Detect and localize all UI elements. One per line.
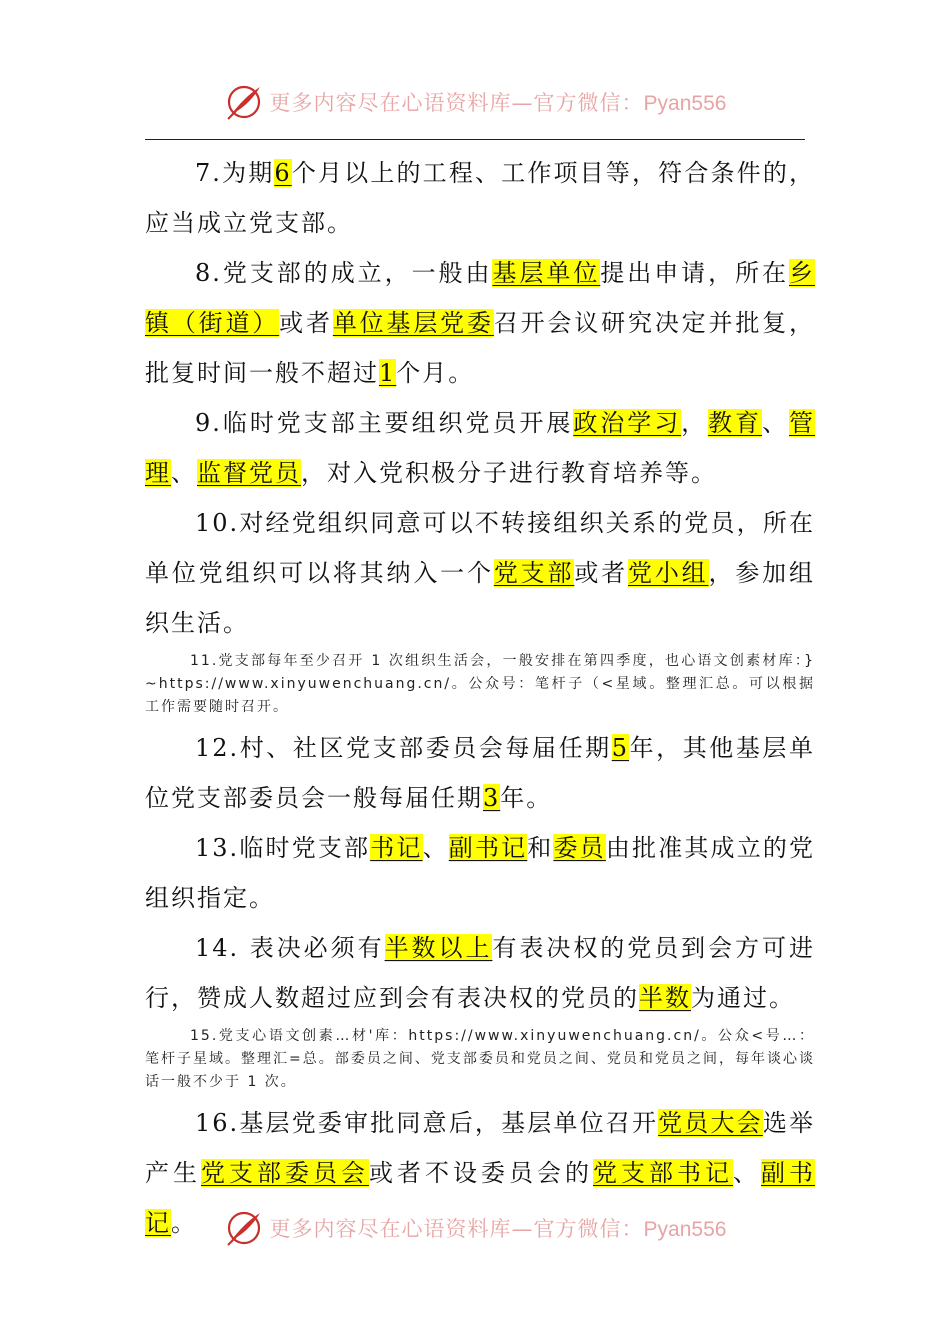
text-segment: 由批准其成立的党组织指定。: [145, 834, 816, 912]
text-segment: ，参加组织生活。: [145, 559, 816, 637]
text-segment: 或者: [279, 309, 333, 337]
text-segment: 提出申请，所在: [600, 259, 790, 287]
banner-text: 更多内容尽在心语资料库—官方微信：Pyan556: [269, 91, 727, 115]
item-paragraph: [145, 398, 815, 498]
highlighted-term: 半数: [639, 984, 691, 1012]
text-segment: 召开会议研究决定并批复，批复时间一般不超过: [145, 309, 816, 387]
banner-text: 更多内容尽在心语资料库—官方微信：Pyan556: [269, 1217, 727, 1241]
highlighted-term: 3: [483, 784, 501, 812]
header-banner: [0, 78, 950, 126]
text-segment: 、: [762, 409, 790, 437]
item-paragraph: [145, 498, 815, 648]
text-segment: 14. 表决必须有: [195, 934, 385, 962]
highlighted-term: 监督党员: [197, 459, 301, 487]
highlighted-term: 半数以上: [384, 934, 493, 962]
text-segment: 为通过。: [691, 984, 795, 1012]
document-body: [145, 148, 815, 1248]
item-paragraph: [145, 248, 815, 398]
highlighted-term: 党支部书记: [593, 1159, 733, 1187]
footer-banner: [0, 1204, 950, 1252]
item-paragraph: [145, 923, 815, 1023]
item-paragraph: [145, 723, 815, 823]
text-segment: 15.党支心语文创素…材'库：https://www.xinyuwenchuang.cn/。公众<号…：笔杆子星域。整理汇=总。部委员之间、党支部委员和党员之间、党员和党员之间，每年谈心谈话一般不少于 1 次。: [145, 1028, 815, 1090]
text-segment: 。: [171, 1209, 197, 1237]
highlighted-term: 党支部: [493, 559, 575, 587]
text-segment: 和: [527, 834, 554, 862]
text-segment: 10.对经党组织同意可以不转接组织关系的党员，所在单位党组织可以将其纳入一个: [145, 509, 815, 587]
highlighted-term: 教育: [708, 409, 763, 437]
text-segment: 年，其他基层单位党支部委员会一般每届任期: [145, 734, 816, 812]
item-paragraph: [145, 148, 815, 248]
text-segment: 、: [171, 459, 197, 487]
quill-logo-icon: [224, 82, 264, 122]
highlighted-term: 党小组: [628, 559, 709, 587]
highlighted-term: 基层单位: [492, 259, 601, 287]
small-note-paragraph: [145, 650, 815, 719]
text-segment: 、: [733, 1159, 761, 1187]
highlighted-term: 书记: [370, 834, 423, 862]
text-segment: 或者: [574, 559, 629, 587]
text-segment: 选举产生: [145, 1109, 816, 1187]
quill-logo-icon: [224, 1208, 264, 1248]
text-segment: 12.村、社区党支部委员会每届任期: [195, 734, 612, 762]
highlighted-term: 党支部委员会: [201, 1159, 369, 1187]
text-segment: 7.为期: [195, 159, 275, 187]
item-paragraph: [145, 823, 815, 923]
text-segment: 8.党支部的成立，一般由: [195, 259, 493, 287]
header-rule: [145, 139, 805, 140]
highlighted-term: 1: [379, 359, 397, 387]
text-segment: 11.党支部每年至少召开 1 次组织生活会，一般安排在第四季度，也心语文创素材库：}~https://www.xinyuwenchuang.cn/。公众号：笔杆子（<星域。整理汇总。可以根据工作需要随时召开。: [145, 653, 815, 715]
text-segment: 有表决权的党员到会方可进行，赞成人数超过应到会有表决权的党员的: [145, 934, 816, 1012]
highlighted-term: 委员: [553, 834, 606, 862]
highlighted-term: 5: [611, 734, 630, 762]
text-segment: ，对入党积极分子进行教育培养等。: [301, 459, 717, 487]
highlighted-term: 副书记: [145, 1159, 815, 1237]
highlighted-term: 乡镇（街道）: [145, 259, 816, 337]
highlighted-term: 政治学习: [573, 409, 682, 437]
text-segment: 13.临时党支部: [195, 834, 371, 862]
text-segment: 9.临时党支部主要组织党员开展: [195, 409, 574, 437]
text-segment: 、: [422, 834, 449, 862]
text-segment: 16.基层党委审批同意后，基层单位召开: [195, 1109, 659, 1137]
highlighted-term: 管理: [145, 409, 816, 487]
highlighted-term: 副书记: [448, 834, 528, 862]
highlighted-term: 6: [274, 159, 292, 187]
text-segment: 或者不设委员会的: [369, 1159, 593, 1187]
highlighted-term: 单位基层党委: [332, 309, 494, 337]
text-segment: 年。: [500, 784, 553, 812]
text-segment: ，: [681, 409, 709, 437]
text-segment: 个月以上的工程、工作项目等，符合条件的，应当成立党支部。: [145, 159, 816, 237]
small-note-paragraph: [145, 1025, 815, 1094]
highlighted-term: 党员大会: [658, 1109, 763, 1137]
text-segment: 个月。: [396, 359, 475, 387]
